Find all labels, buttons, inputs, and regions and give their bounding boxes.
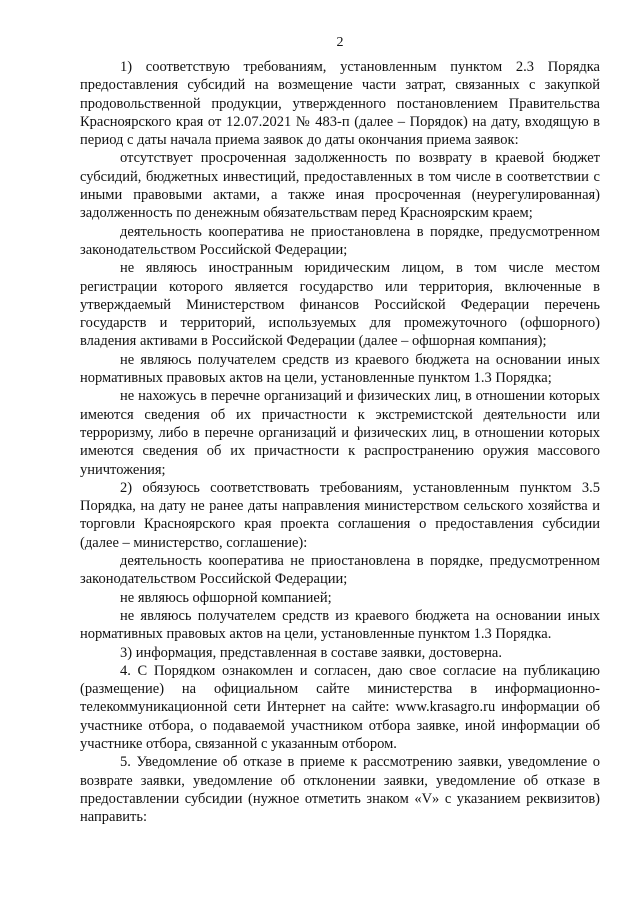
page-number: 2 [336, 35, 344, 50]
paragraph-item-4-consent: 4. С Порядком ознакомлен и согласен, даю свое согласие на публикацию (размещение) на официальном сайте министерства в информационно-телекоммуникационной сети Интернет на сайте: www.krasagro.ru информации об участнике отбора, о подаваемой участником отбора заявке, иной информации об участнике отбора, связанной с указанным отбором. [80, 662, 600, 752]
document-body [80, 58, 600, 826]
paragraph-not-budget-recipient: не являюсь получателем средств из краевого бюджета на основании иных нормативных правовых актов на цели, установленные пунктом 1.3 Порядка; [80, 351, 600, 387]
paragraph-item-3-info-reliable: 3) информация, представленная в составе заявки, достоверна. [120, 644, 502, 661]
paragraph-no-overdue-debt: отсутствует просроченная задолженность по возврату в краевой бюджет субсидий, бюджетных инвестиций, предоставленных в том числе в соответствии с иными правовыми актами, а также иная просроченная (неурегулированная) задолженность по денежным обязательствам перед Красноярским краем; [80, 150, 600, 222]
paragraph-not-budget-recipient-2: не являюсь получателем средств из краевого бюджета на основании иных нормативных правовых актов на цели, установленные пунктом 1.3 Порядка. [80, 607, 600, 643]
paragraph-not-in-extremism-list: не нахожусь в перечне организаций и физических лиц, в отношении которых имеются сведения об их причастности к экстремистской деятельности или терроризму, либо в перечне организаций и физических лиц, в отношении которых имеются сведения об их причастности к распространению оружия массового уничтожения; [80, 388, 600, 478]
paragraph-activity-not-suspended: деятельность кооператива не приостановлена в порядке, предусмотренном законодательством Российской Федерации; [80, 223, 600, 258]
paragraph-item-1-requirements: 1) соответствую требованиям, установленным пунктом 2.3 Порядка предоставления субсидий на возмещение части затрат, связанных с закупкой продовольственной продукции, утвержденного постановлением Правительства Красноярского края от 12.07.2021 № 483-п (далее – Порядок) на дату, входящую в период с даты начала приема заявок до даты окончания приема заявок: [80, 59, 600, 149]
paragraph-item-5-notifications: 5. Уведомление об отказе в приеме к рассмотрению заявки, уведомление о возврате заявки, уведомление об отклонении заявки, уведомление об отказе в предоставлении субсидии (нужное отметить знаком «V» с указанием реквизитов) направить: [80, 754, 600, 826]
paragraph-item-2-obligations: 2) обязуюсь соответствовать требованиям, установленным пунктом 3.5 Порядка, на дату не ранее даты направления министерством сельского хозяйства и торговли Красноярского края проекта соглашения о предоставления субсидии (далее – министерство, соглашение): [80, 479, 600, 551]
paragraph-activity-not-suspended-2: деятельность кооператива не приостановлена в порядке, предусмотренном законодательством Российской Федерации; [80, 553, 600, 588]
paragraph-not-offshore: не являюсь офшорной компанией; [120, 589, 332, 606]
paragraph-not-foreign-entity: не являюсь иностранным юридическим лицом, в том числе местом регистрации которого является государство или территория, включенные в утверждаемый Министерством финансов Российской Федерации перечень государств и территорий, используемых для промежуточного (офшорного) владения активами в Российской Федерации (далее – офшорная компания); [80, 260, 600, 350]
